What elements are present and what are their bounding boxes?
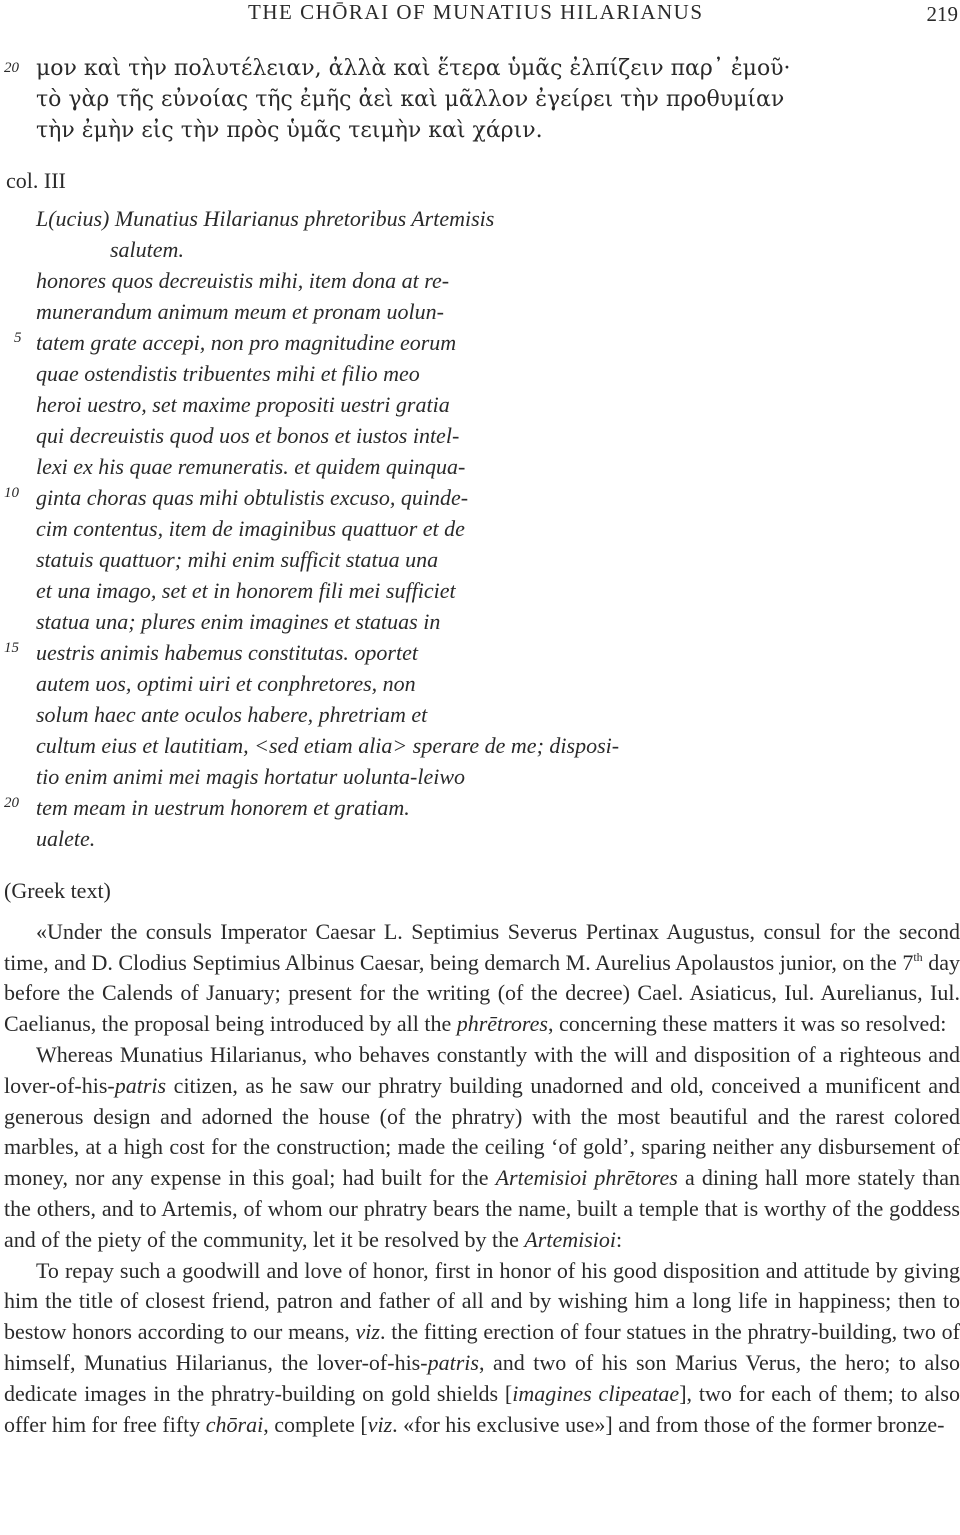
- italic-term: Artemisioi phrētores: [495, 1165, 678, 1191]
- latin-line: qui decreuistis quod uos et bonos et iustos intel-: [36, 423, 460, 448]
- italic-term: Artemisioi: [524, 1226, 617, 1252]
- text-run: Whereas Munatius Hilarianus, who behaves constantly with the will and disposition of a righteous and lover-of-his-: [4, 1041, 960, 1098]
- latin-line: cim contentus, item de imaginibus quattuor et de: [36, 516, 465, 541]
- greek-line: μον καὶ τὴν πολυτέλειαν, ἀλλὰ καὶ ἕτερα ὑμᾶς ἐλπίζειν παρ᾽ ἐμοῦ·: [36, 56, 791, 81]
- translation-paragraph: [4, 917, 960, 1040]
- latin-line: statuis quattuor; mihi enim sufficit statua una: [36, 547, 439, 572]
- translation-block: [4, 876, 960, 1440]
- latin-line: salutem.: [110, 237, 184, 262]
- text-run: , concerning these matters it was so resolved:: [547, 1011, 947, 1037]
- greek-line: τὸ γὰρ τῆς εὐνοίας τῆς ἐμῆς ἀεὶ καὶ μᾶλλον ἐγείρει τὴν προθυμίαν: [36, 87, 785, 112]
- latin-line: tem meam in uestrum honorem et gratiam.: [36, 795, 410, 820]
- latin-line: L(ucius) Munatius Hilarianus phretoribus Artemisis: [36, 206, 495, 231]
- italic-term: imagines clipeatae: [512, 1380, 680, 1406]
- latin-line: autem uos, optimi uiri et conphretores, non: [36, 671, 416, 696]
- latin-line: tio enim animi mei magis hortatur uolunta-leiwo: [36, 764, 465, 789]
- text-run: :: [616, 1226, 623, 1252]
- greek-line: τὴν ἐμὴν εἰς τὴν πρὸς ὑμᾶς τειμὴν καὶ χάριν.: [36, 118, 543, 143]
- italic-term: phrētrores: [456, 1011, 548, 1037]
- latin-line: solum haec ante oculos habere, phretriam et: [36, 702, 428, 727]
- running-head: THE CHŌRAI OF MUNATIUS HILARIANUS: [248, 0, 704, 24]
- italic-term: patris: [114, 1072, 167, 1098]
- text-run: ], two for each of them; to also offer him for free fifty: [4, 1380, 960, 1437]
- latin-line: cultum eius et lautitiam, <sed etiam alia> sperare de me; disposi-: [36, 733, 620, 758]
- greek-text-label: (Greek text): [4, 878, 111, 903]
- italic-term: viz: [355, 1319, 380, 1345]
- page-number: 219: [926, 2, 958, 26]
- latin-line: munerandum animum meum et pronam uolun-: [36, 299, 444, 324]
- italic-term: viz: [367, 1411, 393, 1437]
- italic-term: patris: [427, 1349, 479, 1375]
- line-number: 5: [14, 330, 22, 346]
- latin-line: et una imago, set et in honorem fili mei sufficiet: [36, 578, 456, 603]
- text-run: citizen, as he saw our phratry building unadorned and old, conceived a munificent and generous design and adorned the house (of the phratry) with the most beautiful and the rarest colored marbles, at a high cost for the construction; made the ceiling ‘of gold’, sparing neither any disbursement of money, nor any expense in this goal; had built for the: [4, 1072, 960, 1191]
- latin-line: quae ostendistis tribuentes mihi et filio meo: [36, 361, 420, 386]
- text-run: . the fitting erection of four statues in the phratry-building, two of himself, Munatius Hilarianus, the lover-of-his-: [4, 1319, 960, 1375]
- text-run: , and two of his son Marius Verus, the hero; to also dedicate images in the phratry-building on gold shields [: [4, 1349, 960, 1406]
- translation-paragraph: [4, 1040, 960, 1256]
- latin-line: tatem grate accepi, non pro magnitudine eorum: [36, 330, 457, 355]
- line-number: 10: [4, 485, 19, 501]
- superscript: th: [913, 949, 923, 964]
- italic-term: chōrai: [205, 1411, 264, 1437]
- text-run: day before the Calends of January; present for the writing (of the decree) Cael. Asiaticus, Iul. Aurelianus, Iul. Caelianus, the proposal being introduced by all the: [4, 949, 960, 1037]
- latin-line: honores quos decreuistis mihi, item dona at re-: [36, 268, 450, 293]
- translation-paragraph: [4, 1256, 960, 1441]
- line-number: 20: [4, 60, 19, 76]
- text-run: . «for his exclusive use»] and from those of the former bronze-: [392, 1411, 945, 1437]
- latin-line: ginta choras quas mihi obtulistis excuso, quinde-: [36, 485, 469, 510]
- text-run: a dining hall more stately than the others, and to Artemis, of whom our phratry bears the name, built a temple that is worthy of the goddess and of the piety of the community, let it be resolved by the: [4, 1165, 960, 1252]
- latin-line: ualete.: [36, 826, 96, 851]
- text-run: «Under the consuls Imperator Caesar L. Septimius Severus Pertinax Augustus, consul for the second time, and D. Clodius Septimius Albinus Caesar, being demarch M. Aurelius Apolaustos junior, on the 7: [4, 918, 960, 975]
- column-label: col. III: [6, 168, 66, 193]
- line-number: 15: [4, 640, 19, 656]
- latin-line: uestris animis habemus constitutas. oportet: [36, 640, 418, 665]
- text-run: To repay such a goodwill and love of honor, first in honor of his good disposition and attitude by giving him the title of closest friend, patron and father of all and by wishing him a long life in happiness; then to bestow honors according to our means,: [4, 1257, 960, 1345]
- line-number: 20: [4, 795, 19, 811]
- latin-line: lexi ex his quae remuneratis. et quidem quinqua-: [36, 454, 466, 479]
- text-run: , complete [: [263, 1411, 368, 1437]
- latin-line: statua una; plures enim imagines et statuas in: [36, 609, 441, 634]
- latin-line: heroi uestro, set maxime propositi uestri gratia: [36, 392, 450, 417]
